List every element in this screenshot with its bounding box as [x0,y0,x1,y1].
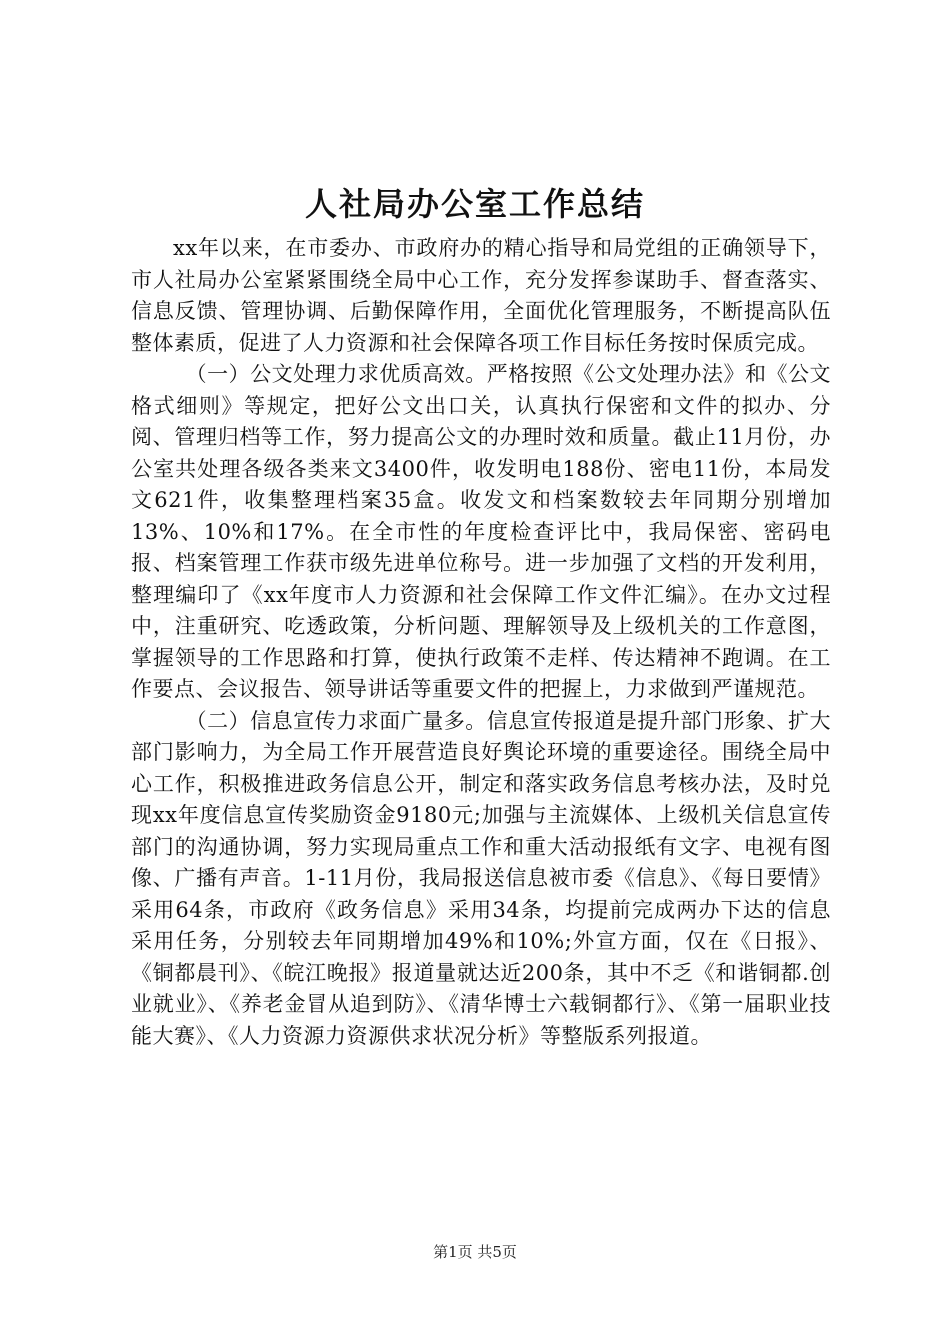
page-number: 第1页 共5页 [433,1243,517,1261]
paragraph-section-1: （一）公文处理力求优质高效。严格按照《公文处理办法》和《公文格式细则》等规定，把好公文出口关，认真执行保密和文件的拟办、分阅、管理归档等工作，努力提高公文的办理时效和质量。截止11月份，办公室共处理各级各类来文3400件，收发明电188份、密电11份，本局发文621件，收集整理档案35盒。收发文和档案数较去年同期分别增加13%、10%和17%。在全市性的年度检查评比中，我局保密、密码电报、档案管理工作获市级先进单位称号。进一步加强了文档的开发利用，整理编印了《xx年度市人力资源和社会保障工作文件汇编》。在办文过程中，注重研究、吃透政策，分析问题、理解领导及上级机关的工作意图，掌握领导的工作思路和打算，使执行政策不走样、传达精神不跑调。在工作要点、会议报告、领导讲话等重要文件的把握上，力求做到严谨规范。 [131,362,831,701]
document-body [131,233,831,1052]
paragraph-section-2: （二）信息宣传力求面广量多。信息宣传报道是提升部门形象、扩大部门影响力，为全局工作开展营造良好舆论环境的重要途径。围绕全局中心工作，积极推进政务信息公开，制定和落实政务信息考核办法，及时兑现xx年度信息宣传奖励资金9180元;加强与主流媒体、上级机关信息宣传部门的沟通协调，努力实现局重点工作和重大活动报纸有文字、电视有图像、广播有声音。1-11月份，我局报送信息被市委《信息》、《每日要情》采用64条，市政府《政务信息》采用34条，均提前完成两办下达的信息采用任务，分别较去年同期增加49%和10%;外宣方面，仅在《日报》、《铜都晨刊》、《皖江晚报》报道量就达近200条，其中不乏《和谐铜都.创业就业》、《养老金冒从追到防》、《清华博士六载铜都行》、《第一届职业技能大赛》、《人力资源力资源供求状况分析》等整版系列报道。 [131,708,831,1048]
paragraph-intro: xx年以来，在市委办、市政府办的精心指导和局党组的正确领导下，市人社局办公室紧紧围绕全局中心工作，充分发挥参谋助手、督查落实、信息反馈、管理协调、后勤保障作用，全面优化管理服务，不断提高队伍整体素质，促进了人力资源和社会保障各项工作目标任务按时保质完成。 [131,236,831,355]
document-title: 人社局办公室工作总结 [304,185,645,223]
